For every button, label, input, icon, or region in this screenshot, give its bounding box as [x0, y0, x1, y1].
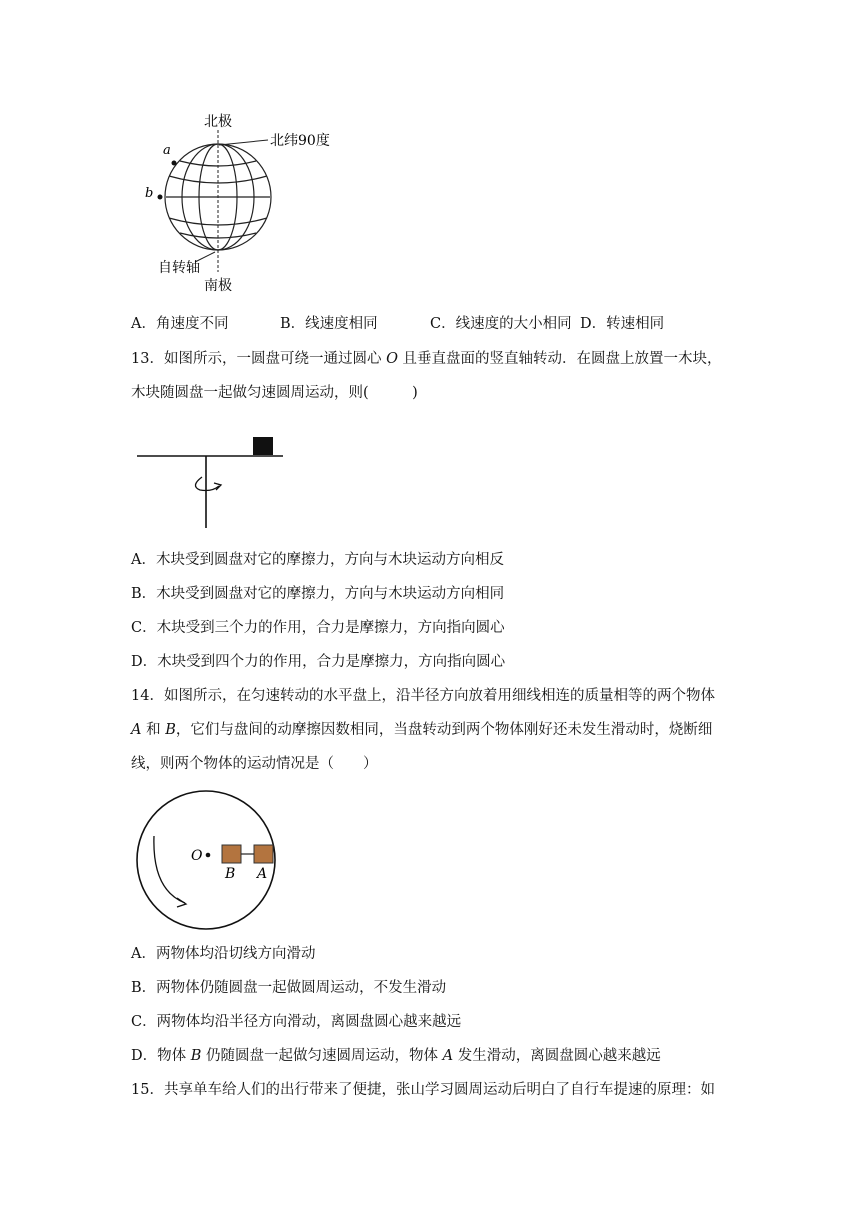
rotating-disk-figure	[130, 785, 280, 935]
south-pole-label: 南极	[204, 278, 232, 294]
point-b-label: b	[145, 186, 154, 201]
q14-option-d	[131, 1046, 661, 1066]
q14-option-a: A．两物体均沿切线方向滑动	[131, 946, 316, 962]
north-latitude-label: 北纬90度	[270, 133, 330, 149]
q12-option-b: B．线速度相同	[280, 316, 378, 332]
q14-variable-a: A	[131, 722, 142, 738]
center-o-label: O	[191, 848, 203, 864]
q13-text: 13．如图所示，一圆盘可绕一通过圆心	[131, 351, 387, 367]
q14-option-d-variable-b: B	[190, 1048, 202, 1064]
block-b-label: B	[225, 866, 236, 882]
q13-option-a: A．木块受到圆盘对它的摩擦力，方向与木块运动方向相反	[131, 552, 504, 568]
q14-option-d-text: 发生滑动，离圆盘圆心越来越远	[453, 1048, 661, 1064]
q13-variable-o: O	[386, 351, 398, 367]
block-a-label: A	[257, 866, 268, 882]
q13-stem-line2: 木块随圆盘一起做匀速圆周运动，则( )	[131, 385, 418, 401]
q13-option-d: D．木块受到四个力的作用，合力是摩擦力，方向指向圆心	[131, 654, 506, 670]
q13-option-b: B．木块受到圆盘对它的摩擦力，方向与木块运动方向相同	[131, 586, 505, 602]
q14-option-b: B．两物体仍随圆盘一起做圆周运动，不发生滑动	[131, 980, 447, 996]
q14-option-c: C．两物体均沿半径方向滑动，离圆盘圆心越来越远	[131, 1014, 462, 1030]
point-a-label: a	[163, 143, 171, 158]
q14-stem-line1: 14．如图所示，在匀速转动的水平盘上，沿半径方向放着用细线相连的质量相等的两个物体	[131, 688, 715, 704]
q15-stem-line1: 15．共享单车给人们的出行带来了便捷，张山学习圆周运动后明白了自行车提速的原理：如	[131, 1082, 715, 1098]
disk-side-view-figure	[130, 432, 290, 532]
q12-option-d: D．转速相同	[580, 316, 665, 332]
q14-variable-b: B	[165, 722, 176, 738]
globe-figure	[140, 108, 340, 298]
north-pole-label: 北极	[204, 114, 232, 130]
q14-stem-line2	[131, 720, 712, 740]
q13-stem-line1	[131, 349, 722, 369]
q14-text: 和	[141, 722, 166, 738]
q14-text: ，它们与盘间的动摩擦因数相同，当盘转动到两个物体刚好还未发生滑动时，烧断细	[175, 722, 713, 738]
q14-stem-line3: 线，则两个物体的运动情况是（ ）	[131, 756, 378, 772]
q13-option-c: C．木块受到三个力的作用，合力是摩擦力，方向指向圆心	[131, 620, 505, 636]
q12-option-c: C．线速度的大小相同	[430, 316, 572, 332]
q14-option-d-text: 仍随圆盘一起做匀速圆周运动，物体	[201, 1048, 443, 1064]
q14-option-d-variable-a: A	[442, 1048, 454, 1064]
q13-text: 且垂直盘面的竖直轴转动．在圆盘上放置一木块，	[397, 351, 722, 367]
q14-option-d-text: D．物体	[131, 1048, 191, 1064]
axis-label: 自转轴	[158, 260, 200, 276]
q12-option-a: A．角速度不同	[131, 316, 229, 332]
